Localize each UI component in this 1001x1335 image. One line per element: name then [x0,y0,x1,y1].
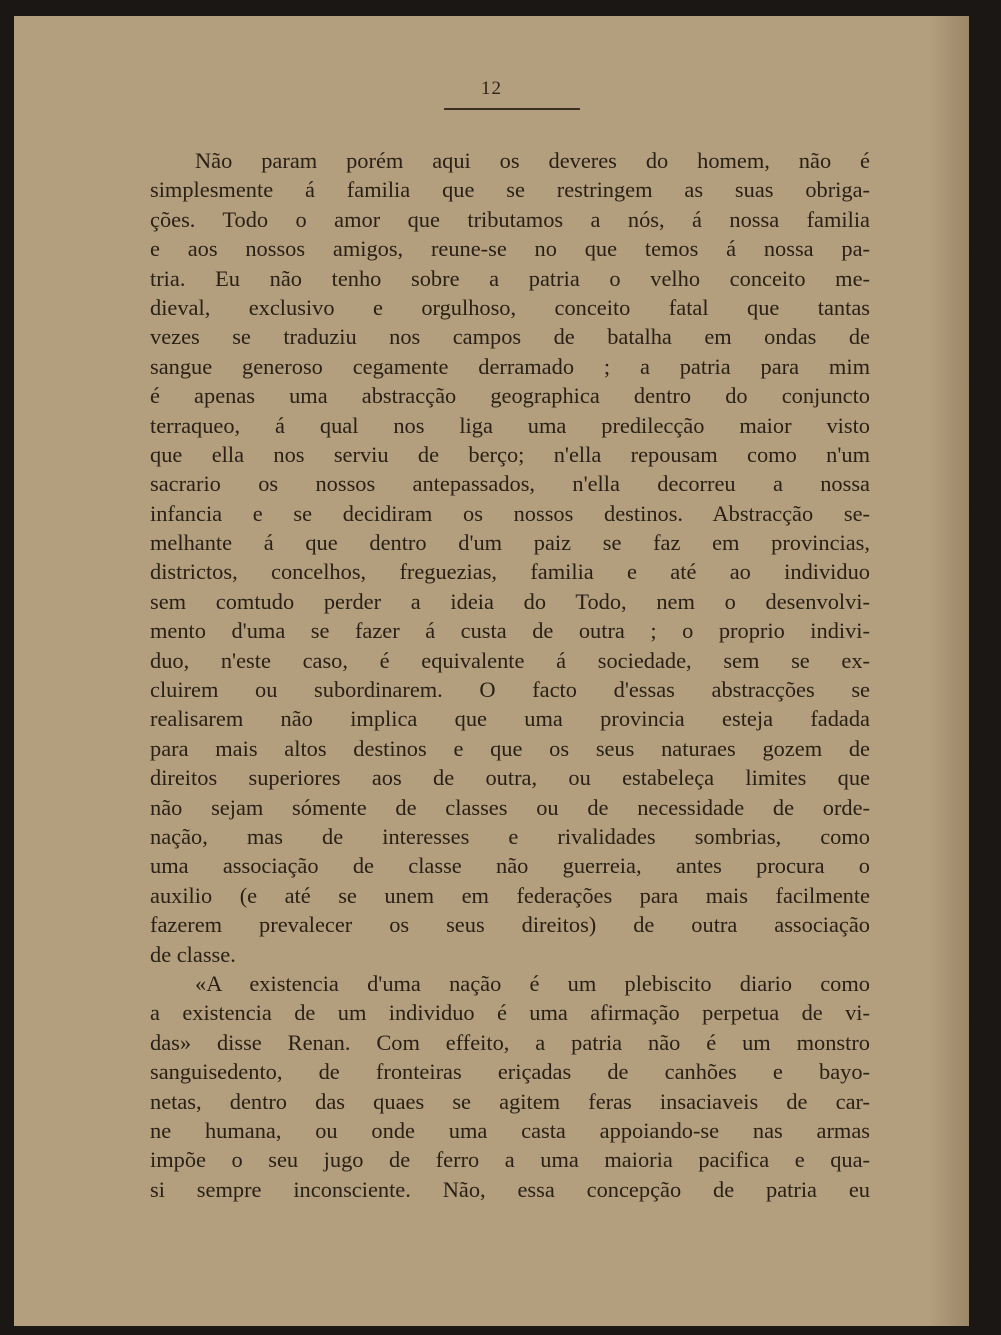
text-line: para mais altos destinos e que os seus naturaes gozem de [150,735,870,761]
text-line: dieval, exclusivo e orgulhoso, conceito fatal que tantas [150,294,870,320]
text-line: fazerem prevalecer os seus direitos) de outra associação [150,912,870,938]
text-line: não sejam sómente de classes ou de necessidade de orde- [150,794,870,820]
text-line: tria. Eu não tenho sobre a patria o velho conceito me- [150,265,870,291]
text-line: de classe. [150,941,236,967]
page-number: 12 [481,78,502,99]
text-line: sacrario os nossos antepassados, n'ella decorreu a nossa [150,471,870,497]
text-line: melhante á que dentro d'um paiz se faz em provincias, [150,530,870,556]
text-line: mento d'uma se fazer á custa de outra ; o proprio indivi- [150,618,870,644]
text-line: cluirem ou subordinarem. O facto d'essas abstracções se [150,677,870,703]
text-line: Não param porém aqui os deveres do homem, não é [195,148,870,173]
text-line: das» disse Renan. Com effeito, a patria não é um monstro [150,1029,870,1055]
book-page [14,16,969,1326]
text-line: districtos, concelhos, freguezias, familia e até ao individuo [150,559,870,585]
text-line: sem comtudo perder a ideia do Todo, nem o desenvolvi- [150,588,870,614]
text-line: é apenas uma abstracção geographica dentro do conjuncto [150,383,870,409]
text-line: sangue generoso cegamente derramado ; a patria para mim [150,353,870,379]
text-line: nação, mas de interesses e rivalidades sombrias, como [150,823,870,849]
header-rule [444,108,580,110]
body-text [150,146,870,1204]
text-line: ções. Todo o amor que tributamos a nós, á nossa familia [150,206,870,232]
text-line: sanguisedento, de fronteiras eriçadas de canhões e bayo- [150,1059,870,1085]
text-line: infancia e se decidiram os nossos destinos. Abstracção se- [150,500,870,526]
text-line: netas, dentro das quaes se agitem feras insaciaveis de car- [150,1088,870,1114]
text-line: que ella nos serviu de berço; n'ella repousam como n'um [150,441,870,467]
text-line: vezes se traduziu nos campos de batalha em ondas de [150,324,870,350]
text-line: impõe o seu jugo de ferro a uma maioria pacifica e qua- [150,1147,870,1173]
text-line: «A existencia d'uma nação é um plebiscito diario como [195,970,870,996]
text-line: duo, n'este caso, é equivalente á sociedade, sem se ex- [150,647,870,673]
text-line: e aos nossos amigos, reune-se no que temos á nossa pa- [150,236,870,262]
text-line: terraqueo, á qual nos liga uma predilecção maior visto [150,412,870,438]
text-line: uma associação de classe não guerreia, antes procura o [150,853,870,879]
text-line: ne humana, ou onde uma casta appoiando-se nas armas [150,1117,870,1143]
text-line: simplesmente á familia que se restringem as suas obriga- [150,177,870,203]
text-line: realisarem não implica que uma provincia esteja fadada [150,706,870,732]
text-line: direitos superiores aos de outra, ou estabeleça limites que [150,765,870,791]
text-line: auxilio (e até se unem em federações para mais facilmente [150,882,870,908]
text-line: a existencia de um individuo é uma afirmação perpetua de vi- [150,1000,870,1026]
text-line: si sempre inconsciente. Não, essa concepção de patria eu [150,1176,870,1202]
